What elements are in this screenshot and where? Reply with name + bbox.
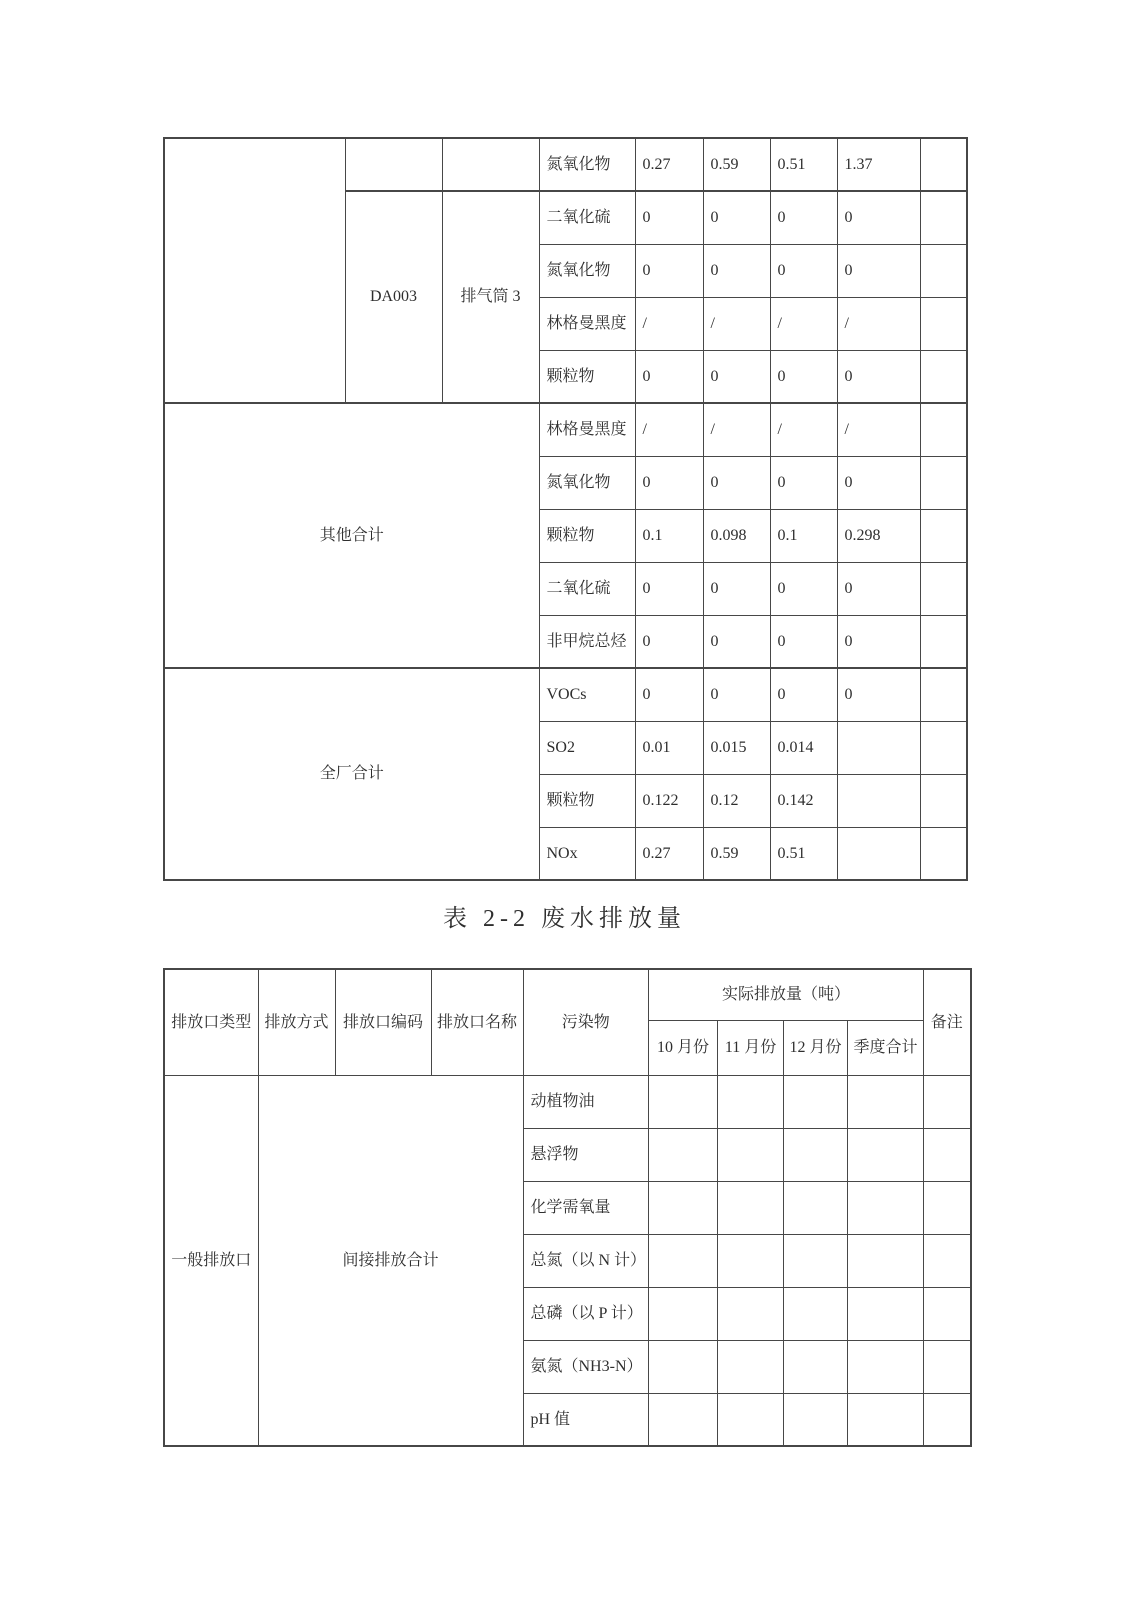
pollutant-cell: 颗粒物 (539, 774, 635, 827)
header-discharge-mode: 排放方式 (258, 969, 335, 1075)
value-oct-cell (649, 1287, 718, 1340)
value-quarter-cell: 0 (837, 456, 920, 509)
note-cell (920, 668, 967, 721)
value-nov-cell: 0 (703, 562, 770, 615)
value-dec-cell: 0.142 (770, 774, 837, 827)
value-quarter-cell (848, 1393, 924, 1446)
value-nov-cell (718, 1393, 784, 1446)
value-nov-cell (718, 1234, 784, 1287)
value-quarter-cell: 0 (837, 350, 920, 403)
value-dec-cell: 0 (770, 562, 837, 615)
value-oct-cell: 0 (635, 668, 703, 721)
value-oct-cell: 0.27 (635, 138, 703, 191)
note-cell (924, 1287, 971, 1340)
waste-gas-emission-table (163, 137, 968, 881)
header-note: 备注 (924, 969, 971, 1075)
header-october: 10 月份 (649, 1020, 718, 1075)
outlet-type-cell (164, 138, 345, 403)
outlet-name-cell: 排气筒 3 (442, 191, 539, 403)
value-oct-cell (649, 1234, 718, 1287)
header-pollutant: 污染物 (523, 969, 649, 1075)
note-cell (920, 509, 967, 562)
note-cell (920, 827, 967, 880)
value-nov-cell (718, 1287, 784, 1340)
header-actual-emission: 实际排放量（吨） (649, 969, 924, 1020)
wastewater-emission-table (163, 968, 972, 1447)
note-cell (920, 350, 967, 403)
value-dec-cell: 0.51 (770, 827, 837, 880)
value-dec-cell (784, 1128, 848, 1181)
outlet-name-cell (442, 138, 539, 191)
value-quarter-cell: 0 (837, 562, 920, 615)
note-cell (920, 297, 967, 350)
pollutant-cell: pH 值 (523, 1393, 649, 1446)
value-dec-cell (784, 1075, 848, 1128)
value-quarter-cell: 0 (837, 244, 920, 297)
value-quarter-cell (848, 1340, 924, 1393)
value-dec-cell (784, 1393, 848, 1446)
pollutant-cell: 二氧化硫 (539, 191, 635, 244)
group-total-cell: 其他合计 (164, 403, 539, 668)
note-cell (924, 1340, 971, 1393)
value-oct-cell: / (635, 403, 703, 456)
header-quarter-total: 季度合计 (848, 1020, 924, 1075)
outlet-code-cell (345, 138, 442, 191)
value-nov-cell: 0.098 (703, 509, 770, 562)
table-row (164, 668, 967, 721)
value-dec-cell: 0 (770, 668, 837, 721)
note-cell (924, 1128, 971, 1181)
note-cell (920, 615, 967, 668)
table-row (164, 138, 967, 191)
pollutant-cell: 化学需氧量 (523, 1181, 649, 1234)
pollutant-cell: 氮氧化物 (539, 456, 635, 509)
value-quarter-cell (837, 721, 920, 774)
table-2-2-title: 表 2-2 废水排放量 (443, 906, 686, 932)
value-quarter-cell (848, 1075, 924, 1128)
plant-total-cell: 全厂合计 (164, 668, 539, 880)
value-nov-cell: 0 (703, 456, 770, 509)
value-nov-cell: / (703, 297, 770, 350)
value-nov-cell (718, 1340, 784, 1393)
header-december: 12 月份 (784, 1020, 848, 1075)
value-nov-cell: 0.59 (703, 827, 770, 880)
indirect-discharge-total-cell: 间接排放合计 (258, 1075, 523, 1446)
value-dec-cell: 0.51 (770, 138, 837, 191)
value-dec-cell: / (770, 297, 837, 350)
pollutant-cell: 林格曼黑度 (539, 403, 635, 456)
note-cell (920, 562, 967, 615)
header-outlet-code: 排放口编码 (335, 969, 431, 1075)
value-quarter-cell: 1.37 (837, 138, 920, 191)
value-oct-cell (649, 1075, 718, 1128)
value-dec-cell: 0.014 (770, 721, 837, 774)
table-row (164, 969, 971, 1020)
pollutant-cell: 总氮（以 N 计） (523, 1234, 649, 1287)
value-dec-cell (784, 1234, 848, 1287)
value-dec-cell: 0 (770, 456, 837, 509)
table-row (164, 403, 967, 456)
value-oct-cell (649, 1181, 718, 1234)
value-nov-cell: 0.12 (703, 774, 770, 827)
pollutant-cell: 颗粒物 (539, 350, 635, 403)
value-quarter-cell: 0 (837, 191, 920, 244)
note-cell (920, 138, 967, 191)
note-cell (924, 1393, 971, 1446)
value-quarter-cell: / (837, 403, 920, 456)
value-oct-cell: 0 (635, 456, 703, 509)
value-oct-cell (649, 1128, 718, 1181)
value-nov-cell: 0.015 (703, 721, 770, 774)
note-cell (924, 1234, 971, 1287)
value-quarter-cell (848, 1128, 924, 1181)
header-november: 11 月份 (718, 1020, 784, 1075)
value-oct-cell: 0.01 (635, 721, 703, 774)
pollutant-cell: 悬浮物 (523, 1128, 649, 1181)
value-dec-cell: / (770, 403, 837, 456)
value-oct-cell: 0.1 (635, 509, 703, 562)
header-outlet-type: 排放口类型 (164, 969, 258, 1075)
value-oct-cell: 0 (635, 350, 703, 403)
value-quarter-cell: / (837, 297, 920, 350)
value-dec-cell: 0.1 (770, 509, 837, 562)
pollutant-cell: 氮氧化物 (539, 244, 635, 297)
value-nov-cell: 0 (703, 244, 770, 297)
value-oct-cell: 0 (635, 244, 703, 297)
note-cell (920, 403, 967, 456)
note-cell (924, 1075, 971, 1128)
value-dec-cell: 0 (770, 191, 837, 244)
value-oct-cell (649, 1340, 718, 1393)
value-nov-cell: 0 (703, 350, 770, 403)
value-nov-cell (718, 1181, 784, 1234)
value-quarter-cell (848, 1287, 924, 1340)
value-quarter-cell (848, 1181, 924, 1234)
value-quarter-cell: 0 (837, 615, 920, 668)
value-oct-cell (649, 1393, 718, 1446)
value-dec-cell: 0 (770, 615, 837, 668)
value-quarter-cell (837, 774, 920, 827)
note-cell (920, 774, 967, 827)
value-nov-cell: 0 (703, 668, 770, 721)
value-oct-cell: 0.27 (635, 827, 703, 880)
outlet-code-cell: DA003 (345, 191, 442, 403)
value-oct-cell: 0.122 (635, 774, 703, 827)
pollutant-cell: SO2 (539, 721, 635, 774)
pollutant-cell: 非甲烷总烃 (539, 615, 635, 668)
value-oct-cell: / (635, 297, 703, 350)
value-dec-cell: 0 (770, 350, 837, 403)
value-oct-cell: 0 (635, 562, 703, 615)
pollutant-cell: 二氧化硫 (539, 562, 635, 615)
header-outlet-name: 排放口名称 (431, 969, 523, 1075)
value-nov-cell: 0 (703, 191, 770, 244)
value-dec-cell (784, 1287, 848, 1340)
value-dec-cell: 0 (770, 244, 837, 297)
pollutant-cell: 动植物油 (523, 1075, 649, 1128)
pollutant-cell: 颗粒物 (539, 509, 635, 562)
note-cell (920, 244, 967, 297)
value-quarter-cell (837, 827, 920, 880)
note-cell (920, 456, 967, 509)
value-nov-cell: 0 (703, 615, 770, 668)
pollutant-cell: 氨氮（NH3-N） (523, 1340, 649, 1393)
table-row (164, 1075, 971, 1128)
value-nov-cell: / (703, 403, 770, 456)
value-nov-cell: 0.59 (703, 138, 770, 191)
value-oct-cell: 0 (635, 191, 703, 244)
value-dec-cell (784, 1340, 848, 1393)
note-cell (920, 721, 967, 774)
value-quarter-cell (848, 1234, 924, 1287)
pollutant-cell: 总磷（以 P 计） (523, 1287, 649, 1340)
pollutant-cell: 氮氧化物 (539, 138, 635, 191)
value-oct-cell: 0 (635, 615, 703, 668)
pollutant-cell: VOCs (539, 668, 635, 721)
outlet-type-cell: 一般排放口 (164, 1075, 258, 1446)
value-nov-cell (718, 1075, 784, 1128)
pollutant-cell: 林格曼黑度 (539, 297, 635, 350)
value-quarter-cell: 0 (837, 668, 920, 721)
note-cell (920, 191, 967, 244)
note-cell (924, 1181, 971, 1234)
value-nov-cell (718, 1128, 784, 1181)
value-quarter-cell: 0.298 (837, 509, 920, 562)
pollutant-cell: NOx (539, 827, 635, 880)
value-dec-cell (784, 1181, 848, 1234)
